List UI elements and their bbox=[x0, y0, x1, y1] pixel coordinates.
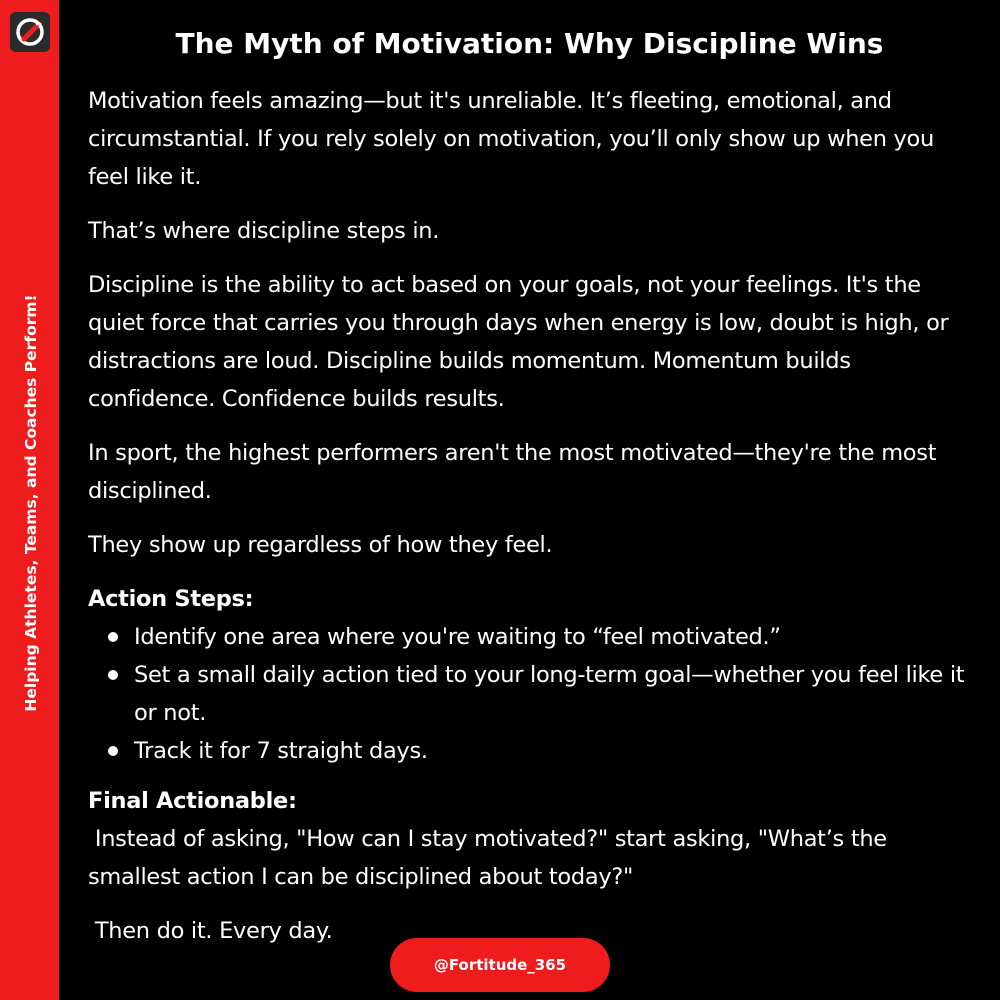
final-actionable-closing: Then do it. Every day. bbox=[88, 918, 333, 944]
bullet-icon bbox=[108, 746, 118, 756]
list-item-text: Track it for 7 straight days. bbox=[134, 738, 428, 764]
final-actionable-heading: Final Actionable: bbox=[88, 788, 297, 814]
main-content bbox=[88, 82, 978, 966]
list-item-text: Set a small daily action tied to your long-term goal—whether you feel like it or not. bbox=[134, 662, 965, 726]
paragraph: That’s where discipline steps in. bbox=[88, 218, 440, 244]
action-steps-heading: Action Steps: bbox=[88, 586, 254, 612]
social-handle-badge[interactable]: @Fortitude_365 bbox=[390, 938, 610, 992]
page-title: The Myth of Motivation: Why Discipline Wins bbox=[175, 27, 884, 60]
bullet-icon bbox=[108, 632, 118, 642]
paragraph: They show up regardless of how they feel. bbox=[88, 532, 553, 558]
paragraph: Discipline is the ability to act based on your goals, not your feelings. It's the quiet force that carries you through days when energy is low, doubt is high, or distractions are loud. Discipline builds momentum. Momentum builds confidence. Confidence builds results. bbox=[88, 272, 949, 412]
sidebar-tagline: Helping Athletes, Teams, and Coaches Perform! bbox=[22, 294, 40, 712]
paragraph: Motivation feels amazing—but it's unreliable. It’s fleeting, emotional, and circumstantial. If you rely solely on motivation, you’ll only show up when you feel like it. bbox=[88, 88, 934, 190]
list-item-text: Identify one area where you're waiting to “feel motivated.” bbox=[134, 624, 781, 650]
list-item bbox=[88, 656, 978, 732]
paragraph: In sport, the highest performers aren't the most motivated—they're the most disciplined. bbox=[88, 440, 937, 504]
sidebar bbox=[0, 0, 59, 1000]
list-item bbox=[88, 618, 978, 656]
bullet-icon bbox=[108, 670, 118, 680]
fortitude-logo-icon bbox=[10, 12, 50, 52]
final-actionable-text: Instead of asking, "How can I stay motivated?" start asking, "What’s the smallest action I can be disciplined about today?" bbox=[88, 826, 894, 890]
action-steps-list bbox=[88, 618, 978, 770]
list-item bbox=[88, 732, 978, 770]
